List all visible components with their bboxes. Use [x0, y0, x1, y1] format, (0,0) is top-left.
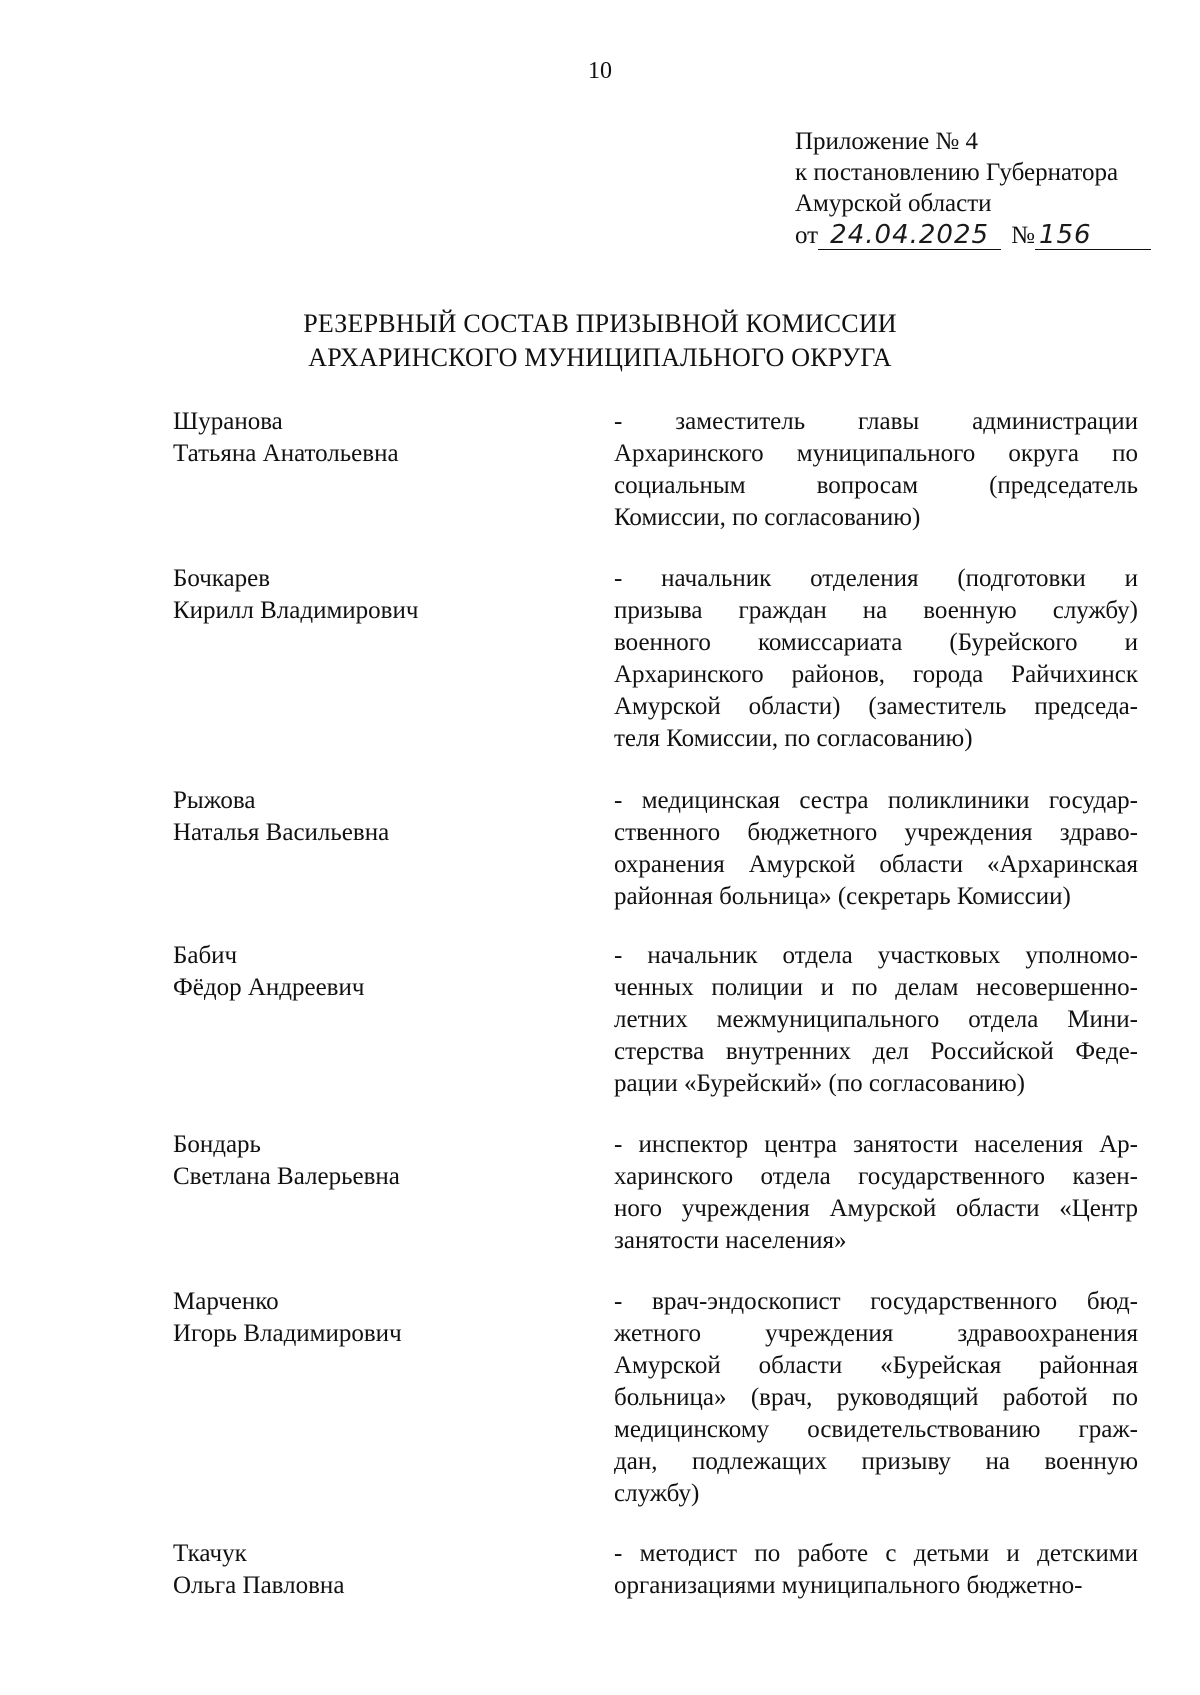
- member-given-name: Татьяна Анатольевна: [173, 440, 399, 467]
- role-line: - заместитель главы администрации: [614, 408, 1138, 435]
- role-line: Комиссии, по согласованию): [614, 504, 921, 531]
- role-line: теля Комиссии, по согласованию): [614, 725, 973, 752]
- role-line: Амурской области) (заместитель председа-: [614, 693, 1138, 720]
- role-line: жетного учреждения здравоохранения: [614, 1320, 1138, 1347]
- date-prefix: от: [795, 222, 819, 249]
- role-line: - врач-эндоскопист государственного бюд-: [614, 1288, 1138, 1315]
- member-surname: Ткачук: [173, 1540, 247, 1567]
- member-given-name: Ольга Павловна: [173, 1572, 345, 1599]
- member-given-name: Светлана Валерьевна: [173, 1163, 400, 1190]
- appendix-number: Приложение № 4: [795, 128, 979, 155]
- role-line: призыва граждан на военную службу): [614, 597, 1138, 624]
- member-role: [614, 563, 1138, 755]
- role-line: организациями муниципального бюджетно-: [614, 1572, 1083, 1599]
- role-line: - медицинская сестра поликлиники государ-: [614, 787, 1138, 814]
- appendix-header: [795, 126, 1151, 251]
- member-surname: Бочкарев: [173, 565, 271, 592]
- member-name: [173, 406, 399, 470]
- role-line: ного учреждения Амурской области «Центр: [614, 1195, 1138, 1222]
- member-given-name: Кирилл Владимирович: [173, 597, 419, 624]
- role-line: медицинскому освидетельствованию граж-: [614, 1416, 1138, 1443]
- role-line: стерства внутренних дел Российской Феде-: [614, 1038, 1138, 1065]
- role-line: - инспектор центра занятости населения Ар-: [614, 1131, 1138, 1158]
- member-name: [173, 1286, 402, 1350]
- number-prefix: №: [1011, 222, 1035, 249]
- member-name: [173, 1129, 400, 1193]
- member-role: [614, 785, 1138, 913]
- member-role: [614, 1538, 1138, 1602]
- handwritten-number: 156: [1035, 222, 1151, 250]
- member-surname: Бондарь: [173, 1131, 261, 1158]
- member-name: [173, 563, 418, 627]
- member-role: [614, 406, 1138, 534]
- member-given-name: Игорь Владимирович: [173, 1320, 402, 1347]
- role-line: Архаринского муниципального округа по: [614, 440, 1138, 467]
- role-line: летних межмуниципального отдела Мини-: [614, 1006, 1138, 1033]
- role-line: Архаринского районов, города Райчихинск: [614, 661, 1138, 688]
- member-surname: Бабич: [173, 942, 238, 969]
- role-line: больница» (врач, руководящий работой по: [614, 1384, 1138, 1411]
- member-role: [614, 940, 1138, 1100]
- member-surname: Шуранова: [173, 408, 283, 435]
- member-surname: Марченко: [173, 1288, 279, 1315]
- role-line: харинского отдела государственного казен-: [614, 1163, 1138, 1190]
- member-surname: Рыжова: [173, 787, 256, 814]
- role-line: Амурской области «Бурейская районная: [614, 1352, 1138, 1379]
- handwritten-date: 24.04.2025: [818, 222, 1001, 250]
- appendix-reference: к постановлению Губернатора: [795, 159, 1119, 186]
- member-given-name: Фёдор Андреевич: [173, 974, 365, 1001]
- role-line: службу): [614, 1480, 700, 1507]
- role-line: ченных полиции и по делам несовершенно-: [614, 974, 1138, 1001]
- page-number: 10: [588, 58, 612, 84]
- decree-date-number: [795, 220, 1151, 251]
- role-line: - начальник отдела участковых уполномо-: [614, 942, 1138, 969]
- document-title: [0, 307, 1200, 375]
- member-name: [173, 940, 364, 1004]
- role-line: рации «Бурейский» (по согласованию): [614, 1070, 1025, 1097]
- member-name: [173, 1538, 344, 1602]
- role-line: ственного бюджетного учреждения здраво-: [614, 819, 1138, 846]
- role-line: районная больница» (секретарь Комиссии): [614, 883, 1071, 910]
- title-line-1: РЕЗЕРВНЫЙ СОСТАВ ПРИЗЫВНОЙ КОМИССИИ: [303, 309, 897, 338]
- role-line: - методист по работе с детьми и детскими: [614, 1540, 1138, 1567]
- role-line: военного комиссариата (Бурейского и: [614, 629, 1138, 656]
- role-line: - начальник отделения (подготовки и: [614, 565, 1138, 592]
- member-given-name: Наталья Васильевна: [173, 819, 390, 846]
- title-line-2: АРХАРИНСКОГО МУНИЦИПАЛЬНОГО ОКРУГА: [308, 343, 892, 372]
- member-role: [614, 1286, 1138, 1510]
- role-line: занятости населения»: [614, 1227, 847, 1254]
- member-name: [173, 785, 389, 849]
- role-line: социальным вопросам (председатель: [614, 472, 1138, 499]
- role-line: дан, подлежащих призыву на военную: [614, 1448, 1138, 1475]
- role-line: охранения Амурской области «Архаринская: [614, 851, 1138, 878]
- appendix-region: Амурской области: [795, 190, 992, 217]
- member-role: [614, 1129, 1138, 1257]
